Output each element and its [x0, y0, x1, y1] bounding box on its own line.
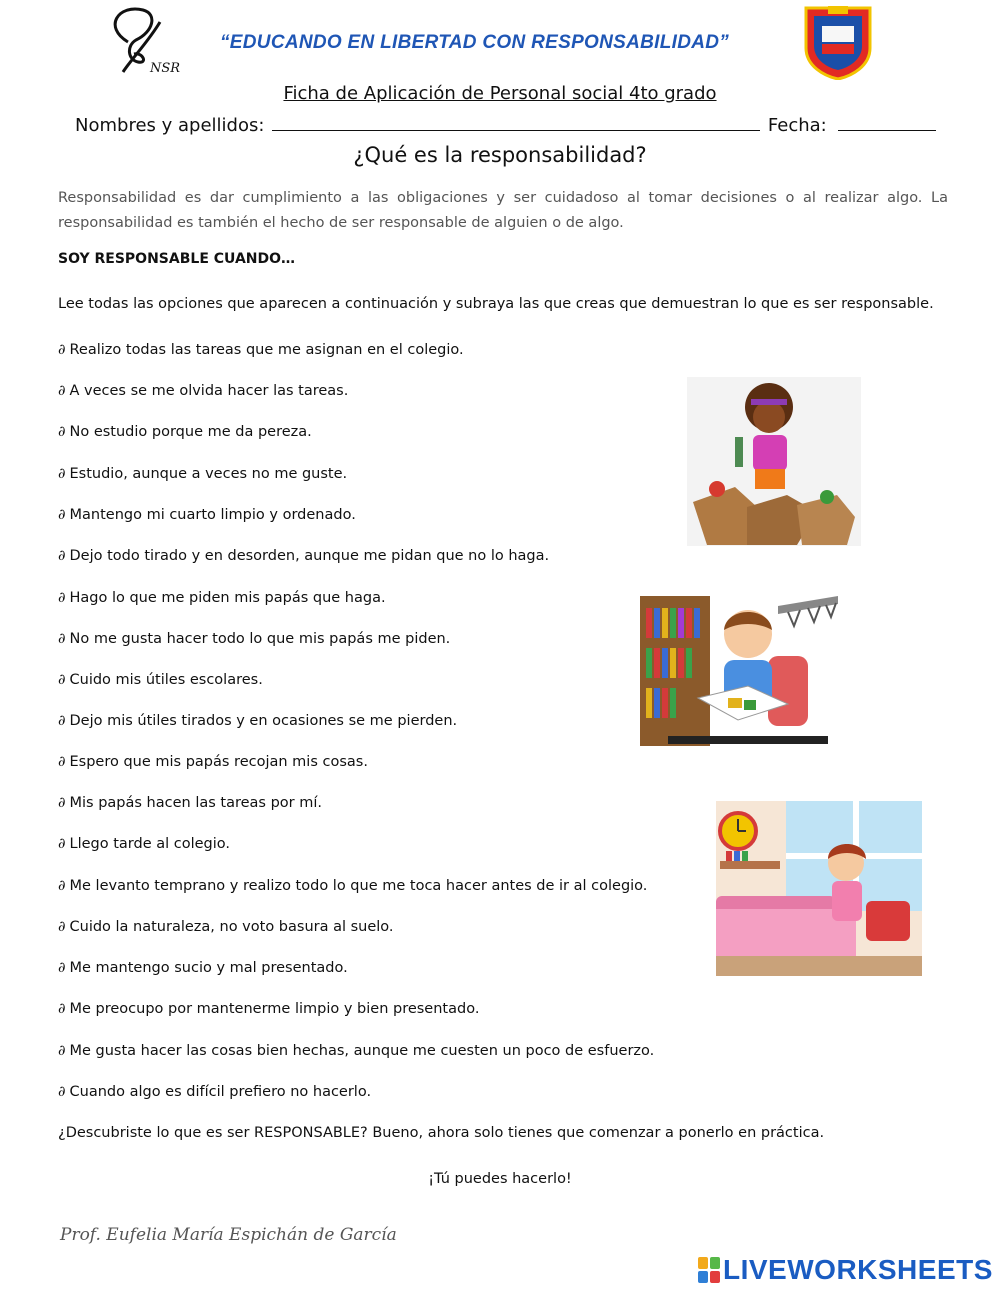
student-info-line	[75, 114, 936, 136]
bullet-icon: ∂	[58, 672, 66, 688]
liveworksheets-logo-icon	[698, 1257, 720, 1283]
option-item[interactable]: ∂ Cuando algo es difícil prefiero no hacerlo.	[58, 1084, 372, 1100]
school-crest-icon	[800, 4, 876, 80]
option-item[interactable]: ∂ Me mantengo sucio y mal presentado.	[58, 960, 348, 976]
option-item[interactable]: ∂ Mantengo mi cuarto limpio y ordenado.	[58, 507, 356, 523]
liveworksheets-brand[interactable]: LIVEWORKSHEETS	[723, 1254, 993, 1285]
bullet-icon: ∂	[58, 878, 66, 894]
option-item[interactable]: ∂ Hago lo que me piden mis papás que haga.	[58, 590, 386, 606]
option-item[interactable]: ∂ A veces se me olvida hacer las tareas.	[58, 383, 349, 399]
worksheet-title: Ficha de Aplicación de Personal social 4to grado	[283, 83, 717, 104]
option-item[interactable]: ∂ Mis papás hacen las tareas por mí.	[58, 795, 322, 811]
bullet-icon: ∂	[58, 795, 66, 811]
option-item[interactable]: ∂ Cuido la naturaleza, no voto basura al suelo.	[58, 919, 394, 935]
instructions: Lee todas las opciones que aparecen a continuación y subraya las que creas que demuestran lo que es ser responsable.	[58, 296, 934, 312]
teacher-signature: Prof. Eufelia María Espichán de García	[60, 1225, 397, 1245]
date-field[interactable]	[838, 114, 936, 131]
option-item[interactable]: ∂ Llego tarde al colegio.	[58, 836, 230, 852]
option-item[interactable]: ∂ Dejo todo tirado y en desorden, aunque me pidan que no lo haga.	[58, 548, 550, 564]
bullet-icon: ∂	[58, 466, 66, 482]
bullet-icon: ∂	[58, 507, 66, 523]
bullet-icon: ∂	[58, 713, 66, 729]
girl-recycling-illustration	[687, 377, 861, 546]
bullet-icon: ∂	[58, 383, 66, 399]
school-logo	[98, 2, 208, 78]
boy-reading-illustration	[638, 586, 840, 748]
girl-making-bed-illustration	[716, 801, 922, 976]
option-item[interactable]: ∂ Estudio, aunque a veces no me guste.	[58, 466, 348, 482]
option-item[interactable]: ∂ No estudio porque me da pereza.	[58, 424, 312, 440]
bullet-icon: ∂	[58, 1084, 66, 1100]
bullet-icon: ∂	[58, 960, 66, 976]
names-label: Nombres y apellidos:	[75, 115, 265, 136]
closing-text: ¿Descubriste lo que es ser RESPONSABLE? Bueno, ahora solo tienes que comenzar a ponerlo en práctica.	[58, 1125, 825, 1141]
bullet-icon: ∂	[58, 631, 66, 647]
logo-initials: NSR	[150, 61, 181, 76]
date-label: Fecha:	[767, 115, 827, 136]
bullet-icon: ∂	[58, 424, 66, 440]
bullet-icon: ∂	[58, 590, 66, 606]
option-item[interactable]: ∂ Dejo mis útiles tirados y en ocasiones se me pierden.	[58, 713, 458, 729]
option-item[interactable]: ∂ Espero que mis papás recojan mis cosas.	[58, 754, 368, 770]
bullet-icon: ∂	[58, 836, 66, 852]
option-item[interactable]: ∂ Realizo todas las tareas que me asignan en el colegio.	[58, 342, 464, 358]
school-motto: “EDUCANDO EN LIBERTAD CON RESPONSABILIDAD”	[220, 32, 730, 53]
option-item[interactable]: ∂ Me levanto temprano y realizo todo lo que me toca hacer antes de ir al colegio.	[58, 878, 648, 894]
bullet-icon: ∂	[58, 754, 66, 770]
names-field[interactable]	[272, 114, 760, 131]
bullet-icon: ∂	[58, 1001, 66, 1017]
option-item[interactable]: ∂ No me gusta hacer todo lo que mis papás me piden.	[58, 631, 451, 647]
intro-paragraph: Responsabilidad es dar cumplimiento a las obligaciones y ser cuidadoso al tomar decisiones o al realizar algo. La responsabilidad es también el hecho de ser responsable de alguien o de algo.	[58, 190, 948, 231]
page-question: ¿Qué es la responsabilidad?	[353, 143, 647, 167]
bullet-icon: ∂	[58, 919, 66, 935]
section-heading: SOY RESPONSABLE CUANDO…	[58, 251, 296, 267]
bullet-icon: ∂	[58, 548, 66, 564]
option-item[interactable]: ∂ Cuido mis útiles escolares.	[58, 672, 263, 688]
bullet-icon: ∂	[58, 342, 66, 358]
option-item[interactable]: ∂ Me gusta hacer las cosas bien hechas, aunque me cuesten un poco de esfuerzo.	[58, 1043, 655, 1059]
bullet-icon: ∂	[58, 1043, 66, 1059]
option-item[interactable]: ∂ Me preocupo por mantenerme limpio y bien presentado.	[58, 1001, 480, 1017]
encouragement-text: ¡Tú puedes hacerlo!	[428, 1171, 572, 1187]
